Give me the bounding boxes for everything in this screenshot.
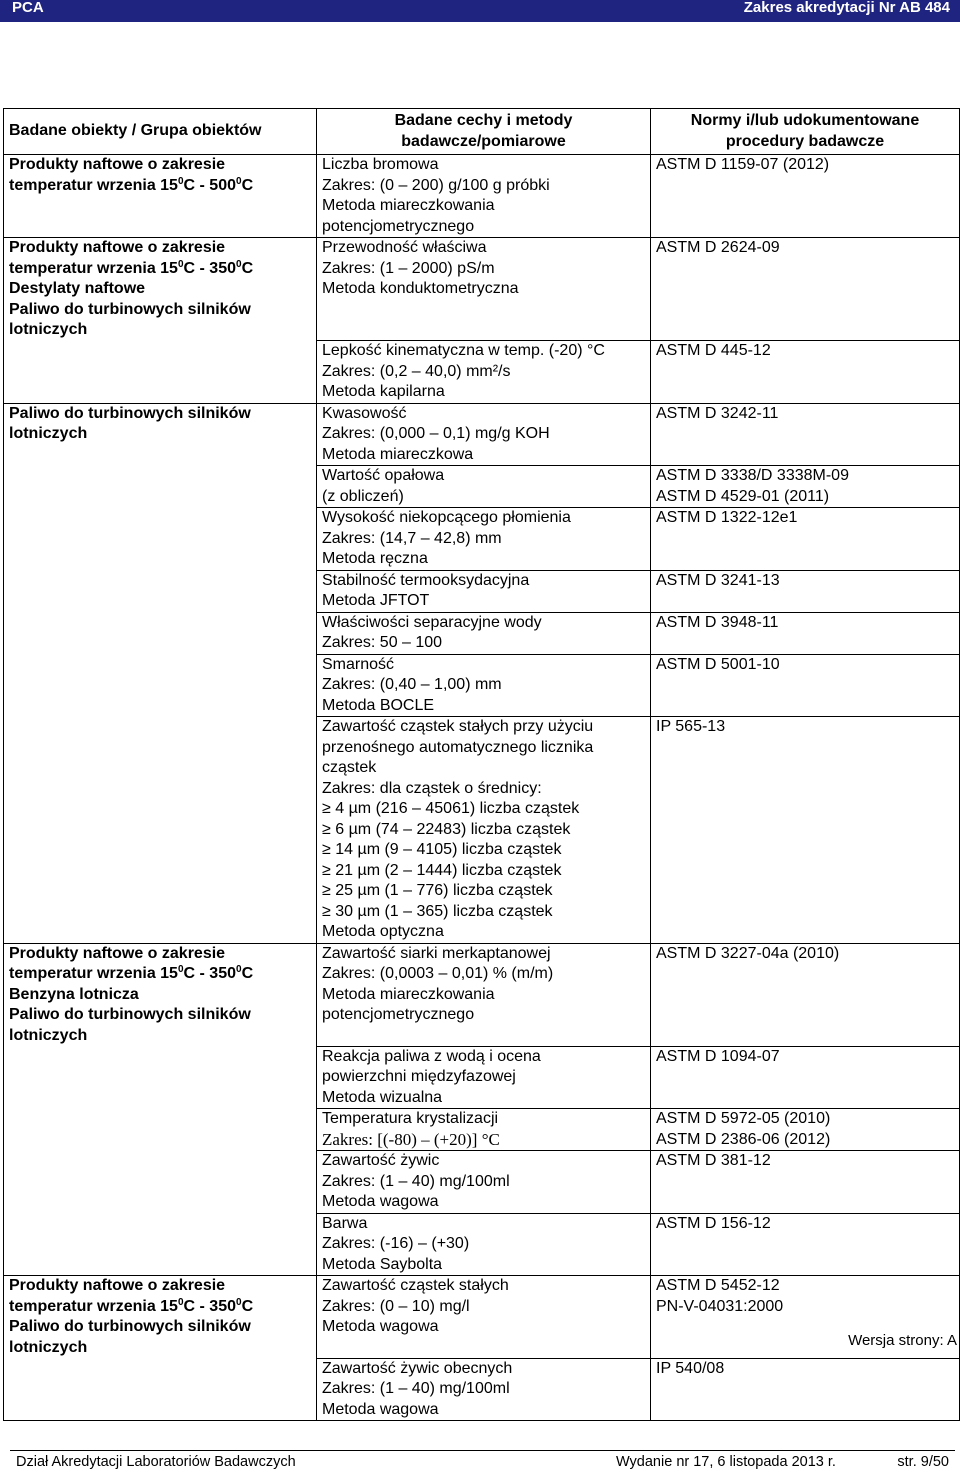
top-bar: [0, 0, 960, 22]
method-line: cząstek: [322, 759, 377, 776]
object-line: lotniczych: [9, 1026, 88, 1044]
column-header-objects: Badane obiekty / Grupa obiektów: [4, 109, 317, 155]
standard-cell: [651, 341, 960, 404]
footer: [10, 1450, 955, 1470]
table-row: [4, 612, 960, 654]
method-line: Metoda wagowa: [322, 1318, 439, 1335]
standard-line: ASTM D 1322-12e1: [656, 509, 798, 526]
method-cell: [317, 612, 651, 654]
standard-cell: [651, 570, 960, 612]
object-line: lotniczych: [9, 321, 88, 338]
object-line: temperatur wrzenia $15^0C - 350^0C$: [9, 1296, 254, 1315]
method-line: ≥ 6 µm (74 – 22483) liczba cząstek: [322, 820, 571, 838]
standard-line: ASTM D 1094-07: [656, 1047, 780, 1065]
method-line: Reakcja paliwa z wodą i ocena: [322, 1047, 541, 1065]
object-group-cell: [4, 508, 317, 571]
method-cell: [317, 1109, 651, 1151]
object-line: Paliwo do turbinowych silników: [9, 1318, 251, 1335]
method-line: Metoda wagowa: [322, 1400, 439, 1418]
standard-line: ASTM D 3227-04a (2010): [656, 944, 840, 962]
standard-cell: [651, 717, 960, 944]
table-row: [4, 466, 960, 508]
standard-line: ASTM D 3948-11: [656, 613, 779, 631]
object-group-cell: [4, 341, 317, 404]
object-group-cell: [4, 1358, 317, 1421]
table-row: [4, 403, 960, 466]
method-cell: [317, 1276, 651, 1359]
standard-cell: [651, 403, 960, 466]
standard-cell: [651, 238, 960, 341]
standard-line: ASTM D 381-12: [656, 1152, 771, 1169]
object-line: Produkty naftowe o zakresie: [9, 1277, 226, 1294]
object-line: lotniczych: [9, 1338, 88, 1356]
method-cell: [317, 341, 651, 404]
object-group-cell: [4, 238, 317, 341]
method-line: Zakres: (0 – 10) mg/l: [322, 1297, 470, 1315]
method-cell: [317, 1046, 651, 1109]
method-cell: [317, 155, 651, 238]
standard-cell: [651, 1046, 960, 1109]
standard-line: ASTM D 5452-12: [656, 1277, 780, 1294]
object-group-cell: [4, 1046, 317, 1109]
table-row: [4, 508, 960, 571]
object-group-cell: [4, 612, 317, 654]
standard-cell: [651, 466, 960, 508]
standard-line: ASTM D 3242-11: [656, 404, 779, 422]
standard-line: ASTM D 5972-05 (2010): [656, 1110, 831, 1127]
table-row: [4, 943, 960, 1046]
object-group-cell: [4, 1276, 317, 1359]
method-line: Temperatura krystalizacji: [322, 1110, 499, 1127]
object-line: lotniczych: [9, 425, 88, 442]
method-line: Kwasowość: [322, 404, 407, 422]
standard-line: ASTM D 3338/D 3338M-09: [656, 467, 849, 484]
table-header-row: [4, 109, 960, 155]
table-row: [4, 717, 960, 944]
method-line: Smarność: [322, 655, 395, 673]
table-row: [4, 1213, 960, 1276]
standard-line: ASTM D 2386-06 (2012): [656, 1130, 831, 1148]
table-row: [4, 1276, 960, 1359]
object-line: temperatur wrzenia $15^0C - 500^0C$: [9, 175, 254, 194]
method-line: potencjometrycznego: [322, 1006, 475, 1023]
method-line: Lepkość kinematyczna w temp. (-20) °C: [322, 342, 605, 359]
standard-cell: [651, 1358, 960, 1421]
table-row: [4, 1358, 960, 1421]
table-row: [4, 155, 960, 238]
header-left: PCA: [12, 0, 44, 16]
method-line: Metoda miareczkowania: [322, 985, 495, 1003]
object-group-cell: [4, 403, 317, 466]
method-cell: [317, 508, 651, 571]
method-line: Zakres: (0 – 200) g/100 g próbki: [322, 176, 550, 194]
standard-cell: [651, 943, 960, 1046]
method-line: Metoda wagowa: [322, 1193, 439, 1210]
method-line: Właściwości separacyjne wody: [322, 613, 542, 631]
method-cell: [317, 1151, 651, 1214]
standard-cell: [651, 1109, 960, 1151]
standard-line: ASTM D 1159-07 (2012): [656, 156, 830, 173]
standard-cell: [651, 155, 960, 238]
method-line: Metoda konduktometryczna: [322, 280, 519, 297]
method-cell: [317, 238, 651, 341]
object-group-cell: [4, 1151, 317, 1214]
footer-page-number: str. 9/50: [897, 1454, 949, 1470]
object-line: temperatur wrzenia $15^0C - 350^0C$: [9, 964, 254, 982]
object-group-cell: [4, 570, 317, 612]
standard-line: ASTM D 156-12: [656, 1214, 771, 1232]
method-line: Wartość opałowa: [322, 467, 445, 484]
method-line: Metoda JFTOT: [322, 592, 430, 609]
method-cell: [317, 654, 651, 717]
method-line: Zawartość cząstek stałych przy użyciu: [322, 718, 594, 735]
standard-line: ASTM D 5001-10: [656, 655, 780, 673]
method-cell: [317, 717, 651, 944]
method-line: powierzchni międzyfazowej: [322, 1068, 516, 1085]
method-line: Zawartość cząstek stałych: [322, 1277, 509, 1294]
standard-cell: [651, 1151, 960, 1214]
method-line: Zakres: (1 – 40) mg/100ml: [322, 1380, 510, 1397]
method-line: ≥ 14 µm (9 – 4105) liczba cząstek: [322, 841, 562, 858]
object-line: Paliwo do turbinowych silników: [9, 1006, 251, 1023]
method-line: Zawartość żywic obecnych: [322, 1359, 513, 1377]
method-cell: [317, 943, 651, 1046]
standard-cell: [651, 654, 960, 717]
column-header-methods: Badane cechy i metody badawcze/pomiarowe: [317, 109, 651, 155]
method-line: Liczba bromowa: [322, 156, 439, 173]
method-line: Zakres: (0,2 – 40,0) mm²/s: [322, 362, 511, 380]
method-cell: [317, 1358, 651, 1421]
method-line: ≥ 21 µm (2 – 1444) liczba cząstek: [322, 861, 562, 879]
method-line: Barwa: [322, 1214, 368, 1232]
table-row: [4, 570, 960, 612]
method-line: ≥ 4 µm (216 – 45061) liczba cząstek: [322, 800, 580, 817]
object-group-cell: [4, 654, 317, 717]
method-line: Metoda miareczkowania: [322, 197, 495, 214]
table-row: [4, 1046, 960, 1109]
object-line: Produkty naftowe o zakresie: [9, 944, 226, 962]
object-line: temperatur wrzenia $15^0C - 350^0C$: [9, 258, 254, 277]
method-line: Metoda Saybolta: [322, 1255, 443, 1273]
object-line: Produkty naftowe o zakresie: [9, 239, 226, 256]
footer-department: Dział Akredytacji Laboratoriów Badawczych: [16, 1454, 296, 1470]
method-line: Metoda ręczna: [322, 550, 428, 567]
object-line: Produkty naftowe o zakresie: [9, 156, 226, 173]
object-group-cell: [4, 717, 317, 944]
table-row: [4, 654, 960, 717]
method-line: ≥ 25 µm (1 – 776) liczba cząstek: [322, 882, 553, 899]
method-line: Zakres: (14,7 – 42,8) mm: [322, 529, 502, 547]
method-line: potencjometrycznego: [322, 217, 475, 235]
method-line: Zakres: (-16) – (+30): [322, 1235, 470, 1252]
method-cell: [317, 570, 651, 612]
column-header-standards: Normy i/lub udokumentowane procedury badawcze: [651, 109, 960, 155]
method-line: Zakres: 50 – 100: [322, 634, 443, 651]
method-line: Zawartość żywic: [322, 1152, 440, 1169]
table-row: [4, 1151, 960, 1214]
footer-edition: Wydanie nr 17, 6 listopada 2013 r.: [616, 1454, 836, 1470]
method-line: Zakres: dla cząstek o średnicy:: [322, 779, 542, 797]
method-line: Metoda wizualna: [322, 1088, 443, 1106]
method-line: Zakres: (0,0003 – 0,01) % (m/m): [322, 965, 554, 982]
standard-line: IP 540/08: [656, 1359, 725, 1377]
object-line: Destylaty naftowe: [9, 280, 146, 297]
method-line: (z obliczeń): [322, 487, 404, 505]
standard-line: ASTM D 445-12: [656, 342, 771, 359]
header-right: Zakres akredytacji Nr AB 484: [743, 0, 950, 16]
object-line: Paliwo do turbinowych silników: [9, 404, 251, 422]
accreditation-table: [3, 108, 960, 1421]
method-line: Zakres: (1 – 2000) pS/m: [322, 259, 495, 277]
method-cell: [317, 1213, 651, 1276]
standard-cell: [651, 612, 960, 654]
method-line: Zakres: (0,40 – 1,00) mm: [322, 676, 502, 693]
method-line: Metoda optyczna: [322, 923, 444, 940]
method-line: ≥ 30 µm (1 – 365) liczba cząstek: [322, 902, 553, 920]
standard-line: PN-V-04031:2000: [656, 1297, 784, 1315]
object-group-cell: [4, 943, 317, 1046]
standard-line: IP 565-13: [656, 718, 726, 735]
table-row: [4, 238, 960, 341]
method-line: Metoda kapilarna: [322, 383, 445, 400]
table-row: [4, 1109, 960, 1151]
standard-line: ASTM D 2624-09: [656, 239, 780, 256]
method-cell: [317, 466, 651, 508]
object-group-cell: [4, 1213, 317, 1276]
method-line: Zawartość siarki merkaptanowej: [322, 944, 551, 962]
method-line: Zakres: (1 – 40) mg/100ml: [322, 1172, 510, 1190]
method-line: przenośnego automatycznego licznika: [322, 738, 594, 756]
method-line: Wysokość niekopcącego płomienia: [322, 509, 571, 526]
table-row: [4, 341, 960, 404]
method-line: Metoda BOCLE: [322, 696, 435, 714]
standard-cell: [651, 508, 960, 571]
object-group-cell: [4, 466, 317, 508]
object-group-cell: [4, 155, 317, 238]
method-line: Przewodność właściwa: [322, 239, 487, 256]
standard-line: ASTM D 4529-01 (2011): [656, 487, 830, 505]
page-version: Wersja strony: A: [848, 1332, 957, 1349]
method-line: Stabilność termooksydacyjna: [322, 571, 530, 589]
method-line: Zakres: (0,000 – 0,1) mg/g KOH: [322, 425, 550, 442]
standard-cell: [651, 1213, 960, 1276]
object-line: Paliwo do turbinowych silników: [9, 300, 251, 318]
method-cell: [317, 403, 651, 466]
object-group-cell: [4, 1109, 317, 1151]
object-line: Benzyna lotnicza: [9, 985, 139, 1003]
standard-line: ASTM D 3241-13: [656, 571, 780, 589]
method-line: Metoda miareczkowa: [322, 445, 474, 463]
method-line: Zakres: [(-80) – (+20)] °C: [322, 1129, 500, 1149]
